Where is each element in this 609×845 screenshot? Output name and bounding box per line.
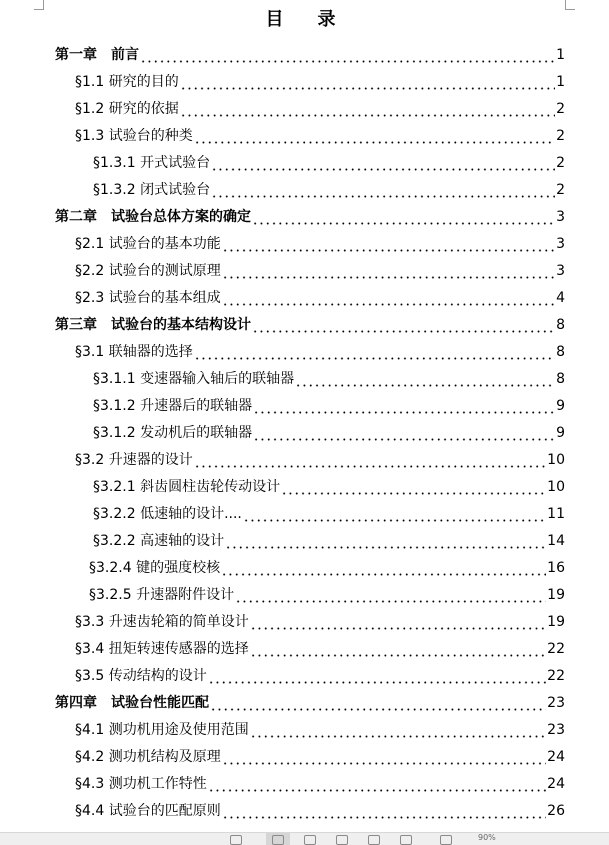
dot-leader: [194, 128, 555, 144]
toc-entry-page-number: 19: [547, 587, 565, 603]
toc-section-entry[interactable]: [75, 288, 565, 308]
toc-entry-title: §3.3 升速齿轮箱的简单设计: [75, 614, 249, 630]
toc-section-entry[interactable]: [75, 126, 565, 146]
toc-entry-title: §3.2.1 斜齿圆柱齿轮传动设计: [93, 479, 281, 495]
dot-leader: [222, 236, 555, 252]
toc-entry-title: §2.1 试验台的基本功能: [75, 236, 221, 252]
toc-entry-title: §3.2.4 键的强度校核: [89, 560, 221, 576]
toc-entry-page-number: 8: [556, 371, 565, 387]
toc-entry-title: §3.2.2 高速轴的设计: [93, 533, 225, 549]
toc-entry-page-number: 19: [547, 614, 565, 630]
dot-leader: [253, 425, 555, 441]
dot-leader: [252, 317, 555, 333]
toc-entry-title: §1.1 研究的目的: [75, 74, 179, 90]
dot-leader: [210, 695, 546, 711]
toc-entry-title: §4.1 测功机用途及使用范围: [75, 722, 249, 738]
dot-leader: [253, 398, 555, 414]
zoom-level[interactable]: 90%: [478, 833, 496, 842]
toc-section-entry[interactable]: [75, 72, 565, 92]
toc-section-entry[interactable]: [75, 666, 565, 686]
dot-leader: [225, 533, 546, 549]
dot-leader: [222, 749, 546, 765]
toc-entry-title: §2.2 试验台的测试原理: [75, 263, 221, 279]
dot-leader: [180, 74, 555, 90]
toc-entry-page-number: 4: [556, 290, 565, 306]
toc-entry-title: §3.5 传动结构的设计: [75, 668, 207, 684]
toc-entry-title: §4.4 试验台的匹配原则: [75, 803, 221, 819]
dot-leader: [250, 614, 546, 630]
toc-section-entry[interactable]: [75, 450, 565, 470]
toc-entry-title: §3.1.2 发动机后的联轴器: [93, 425, 253, 441]
toc-section-entry[interactable]: [75, 261, 565, 281]
toc-section-entry[interactable]: [75, 99, 565, 119]
toc-entry-title: §4.3 测功机工作特性: [75, 776, 207, 792]
toc-entry-page-number: 11: [547, 506, 565, 522]
toc-entry-page-number: 9: [556, 425, 565, 441]
toc-entry-page-number: 2: [556, 101, 565, 117]
toc-section-entry[interactable]: [75, 342, 565, 362]
toc-section-entry[interactable]: [75, 234, 565, 254]
dot-leader: [208, 668, 546, 684]
dot-leader: [250, 722, 546, 738]
toc-entry-title: §3.1 联轴器的选择: [75, 344, 193, 360]
dot-leader: [235, 587, 546, 603]
toc-entry-page-number: 8: [556, 317, 565, 333]
toc-entry-page-number: 23: [547, 722, 565, 738]
toc-entry-page-number: 3: [556, 263, 565, 279]
status-bar: [0, 832, 609, 845]
toc-entry-title: §3.2.2 低速轴的设计....: [93, 506, 242, 522]
toc-chapter-entry[interactable]: [55, 207, 565, 227]
toc-section-entry[interactable]: [93, 369, 565, 389]
toc-entry-title: 第四章 试验台性能匹配: [55, 695, 209, 711]
dot-leader: [211, 182, 555, 198]
toc-entry-page-number: 23: [547, 695, 565, 711]
dot-leader: [221, 560, 546, 576]
dot-leader: [194, 344, 555, 360]
toc-entry-title: §1.2 研究的依据: [75, 101, 179, 117]
toc-section-entry[interactable]: [89, 558, 565, 578]
dot-leader: [250, 641, 546, 657]
toc-chapter-entry[interactable]: [55, 315, 565, 335]
toc-entry-page-number: 14: [547, 533, 565, 549]
toc-entry-title: §2.3 试验台的基本组成: [75, 290, 221, 306]
toc-entry-page-number: 3: [556, 236, 565, 252]
toc-section-entry[interactable]: [75, 774, 565, 794]
toc-entry-page-number: 2: [556, 155, 565, 171]
toc-entry-title: §1.3 试验台的种类: [75, 128, 193, 144]
toc-section-entry[interactable]: [75, 720, 565, 740]
toc-entry-page-number: 22: [547, 668, 565, 684]
toc-entry-page-number: 1: [556, 74, 565, 90]
toc-section-entry[interactable]: [93, 477, 565, 497]
toc-entry-title: 第一章 前言: [55, 47, 139, 63]
toc-entry-page-number: 3: [556, 209, 565, 225]
toc-section-entry[interactable]: [93, 180, 565, 200]
toc-entry-page-number: 10: [547, 452, 565, 468]
toc-section-entry[interactable]: [93, 153, 565, 173]
toc-title: 目 录: [265, 9, 344, 30]
toc-entry-title: §4.2 测功机结构及原理: [75, 749, 221, 765]
dot-leader: [211, 155, 555, 171]
toc-entry-title: §1.3.1 开式试验台: [93, 155, 211, 171]
toc-entry-page-number: 10: [547, 479, 565, 495]
dot-leader: [194, 452, 546, 468]
toc-entry-title: 第二章 试验台总体方案的确定: [55, 209, 251, 225]
dot-leader: [140, 47, 555, 63]
dot-leader: [180, 101, 555, 117]
toc-entry-title: §3.2.5 升速器附件设计: [89, 587, 235, 603]
toc-entry-page-number: 22: [547, 641, 565, 657]
toc-section-entry[interactable]: [89, 585, 565, 605]
toc-entry-title: §3.2 升速器的设计: [75, 452, 193, 468]
toc-section-entry[interactable]: [93, 531, 565, 551]
toc-entry-page-number: 16: [547, 560, 565, 576]
toc-section-entry[interactable]: [75, 801, 565, 821]
dot-leader: [208, 776, 546, 792]
toc-chapter-entry[interactable]: [55, 693, 565, 713]
toc-section-entry[interactable]: [93, 504, 565, 524]
dot-leader: [222, 290, 555, 306]
toc-entry-page-number: 2: [556, 128, 565, 144]
toc-entry-title: §3.1.1 变速器输入轴后的联轴器: [93, 371, 295, 387]
toc-entry-page-number: 8: [556, 344, 565, 360]
toc-entry-page-number: 26: [547, 803, 565, 819]
toc-entry-title: 第三章 试验台的基本结构设计: [55, 317, 251, 333]
toc-chapter-entry[interactable]: [55, 45, 565, 65]
toc-entry-title: §1.3.2 闭式试验台: [93, 182, 211, 198]
toc-section-entry[interactable]: [75, 639, 565, 659]
dot-leader: [295, 371, 555, 387]
toc-section-entry[interactable]: [75, 747, 565, 767]
dot-leader: [281, 479, 546, 495]
toc-entry-page-number: 1: [556, 47, 565, 63]
toc-entry-page-number: 2: [556, 182, 565, 198]
toc-section-entry[interactable]: [93, 423, 565, 443]
toc-section-entry[interactable]: [75, 612, 565, 632]
toc-entry-title: §3.1.2 升速器后的联轴器: [93, 398, 253, 414]
dot-leader: [222, 803, 546, 819]
dot-leader: [252, 209, 555, 225]
toc-entry-title: §3.4 扭矩转速传感器的选择: [75, 641, 249, 657]
dot-leader: [222, 263, 555, 279]
dot-leader: [243, 506, 546, 522]
toc-section-entry[interactable]: [93, 396, 565, 416]
toc-entry-page-number: 9: [556, 398, 565, 414]
toc-entry-page-number: 24: [547, 749, 565, 765]
toc-entry-page-number: 24: [547, 776, 565, 792]
